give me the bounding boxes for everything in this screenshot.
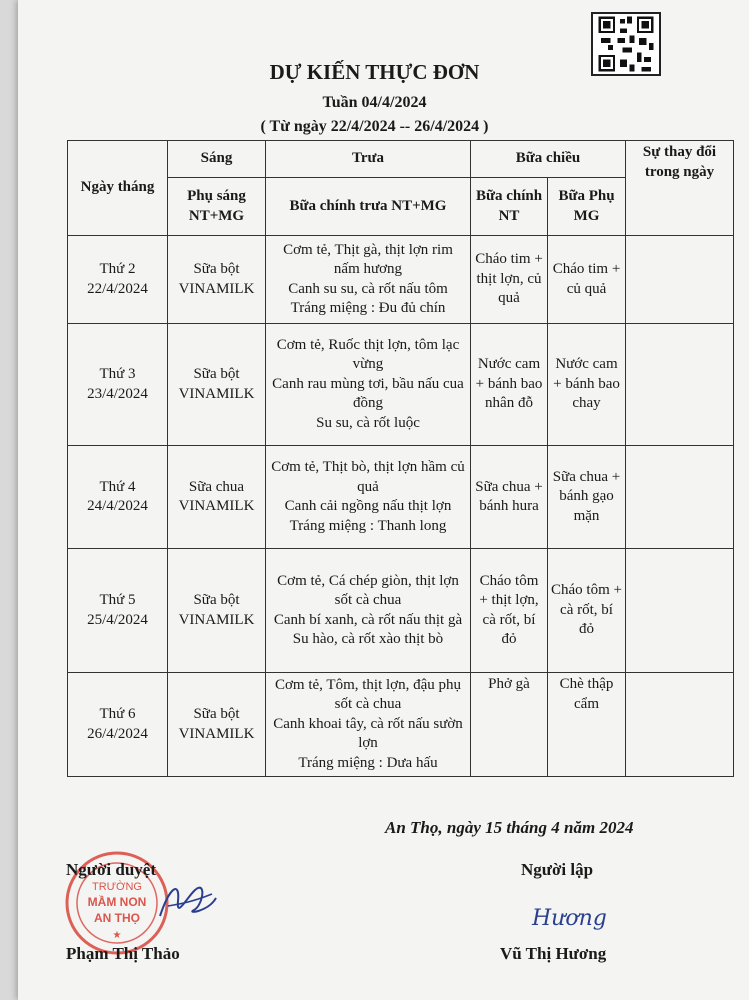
svg-text:MẦM NON: MẦM NON bbox=[87, 895, 147, 909]
day-name: Thứ 3 bbox=[99, 366, 136, 382]
day-cell bbox=[68, 324, 168, 446]
day-name: Thứ 2 bbox=[99, 261, 136, 277]
noon-line: Canh bí xanh, cà rốt nấu thịt gà bbox=[273, 611, 463, 628]
day-date: 22/4/2024 bbox=[87, 280, 148, 297]
day-date: 24/4/2024 bbox=[87, 498, 148, 514]
date-range: ( Từ ngày 22/4/2024 -- 26/4/2024 ) bbox=[260, 118, 489, 135]
day-cell bbox=[68, 673, 168, 777]
header-afternoon: Bữa chiều bbox=[471, 141, 626, 178]
noon-line: Cơm tẻ, Cá chép giòn, thịt lợn sốt cà chua bbox=[277, 572, 459, 608]
day-name: Thứ 5 bbox=[99, 592, 136, 608]
noon-line: Su hào, cà rốt xào thịt bò bbox=[292, 631, 444, 647]
afternoon-side-cell: Nước cam + bánh bao chay bbox=[548, 324, 626, 446]
header-morning-sub: Phụ sáng NT+MG bbox=[168, 178, 266, 236]
svg-text:TRƯỜNG: TRƯỜNG bbox=[92, 881, 142, 893]
noon-cell bbox=[266, 549, 471, 673]
afternoon-main-cell: Nước cam + bánh bao nhân đỗ bbox=[471, 324, 548, 446]
svg-text:AN THỌ: AN THỌ bbox=[94, 911, 140, 925]
afternoon-main-cell: Phở gà bbox=[471, 673, 548, 777]
morning-cell: Sữa bột VINAMILK bbox=[168, 236, 266, 324]
table-row bbox=[68, 324, 734, 446]
noon-line: Cơm tẻ, Thịt gà, thịt lợn rim nấm hương bbox=[283, 241, 453, 277]
change-cell bbox=[626, 549, 734, 673]
noon-cell bbox=[266, 446, 471, 549]
header-afternoon-main: Bữa chính NT bbox=[471, 178, 548, 236]
header-morning: Sáng bbox=[168, 141, 266, 178]
afternoon-main-cell: Cháo tôm + thịt lợn, cà rốt, bí đỏ bbox=[471, 549, 548, 673]
noon-line: Tráng miệng : Đu đủ chín bbox=[290, 300, 446, 316]
noon-line: Cơm tẻ, Tôm, thịt lợn, đậu phụ sốt cà chua bbox=[275, 676, 461, 713]
morning-cell: Sữa chua VINAMILK bbox=[168, 446, 266, 549]
header-day: Ngày tháng bbox=[68, 141, 168, 236]
noon-line: Canh khoai tây, cà rốt nấu sườn lợn bbox=[273, 715, 463, 752]
morning-cell: Sữa bột VINAMILK bbox=[168, 324, 266, 446]
menu-table bbox=[67, 140, 734, 777]
creator-label: Người lập bbox=[521, 860, 594, 879]
afternoon-side-cell: Chè thập cẩm bbox=[548, 673, 626, 777]
header-noon-sub: Bữa chính trưa NT+MG bbox=[266, 178, 471, 236]
header-change: Sự thay đổi trong ngày bbox=[626, 141, 734, 236]
noon-line: Cơm tẻ, Thịt bò, thịt lợn hầm củ quả bbox=[271, 459, 465, 495]
noon-line: Cơm tẻ, Ruốc thịt lợn, tôm lạc vừng bbox=[276, 336, 460, 373]
page-title: DỰ KIẾN THỰC ĐƠN bbox=[269, 60, 480, 84]
week-label: Tuần 04/4/2024 bbox=[322, 94, 427, 111]
day-name: Thứ 4 bbox=[99, 478, 136, 495]
noon-line: Tráng miệng : Thanh long bbox=[289, 517, 447, 534]
afternoon-main-cell: Sữa chua + bánh hura bbox=[471, 446, 548, 549]
afternoon-main-cell: Cháo tim + thịt lợn, củ quả bbox=[471, 236, 548, 324]
noon-cell bbox=[266, 673, 471, 777]
table-row bbox=[68, 236, 734, 324]
noon-line: Canh su su, cà rốt nấu tôm bbox=[288, 280, 448, 297]
afternoon-side-cell: Cháo tôm + cà rốt, bí đỏ bbox=[548, 549, 626, 673]
header-noon: Trưa bbox=[266, 141, 471, 178]
change-cell bbox=[626, 236, 734, 324]
day-date: 23/4/2024 bbox=[87, 385, 148, 402]
creator-name: Vũ Thị Hương bbox=[500, 944, 607, 963]
day-name: Thứ 6 bbox=[99, 706, 136, 722]
approver-name: Phạm Thị Thảo bbox=[66, 944, 180, 963]
header-afternoon-side: Bữa Phụ MG bbox=[548, 178, 626, 236]
afternoon-side-cell: Sữa chua + bánh gạo mặn bbox=[548, 446, 626, 549]
afternoon-side-cell: Cháo tim + củ quả bbox=[548, 236, 626, 324]
noon-line: Canh rau mùng tơi, bầu nấu cua đồng bbox=[272, 375, 464, 412]
table-header-row bbox=[68, 141, 734, 178]
table-row bbox=[68, 549, 734, 673]
noon-line: Canh cải ngồng nấu thịt lợn bbox=[284, 498, 452, 514]
noon-cell bbox=[266, 324, 471, 446]
day-date: 25/4/2024 bbox=[87, 611, 148, 628]
noon-line: Tráng miệng : Dưa hấu bbox=[298, 754, 438, 771]
creator-signature bbox=[528, 897, 618, 937]
approver-signature bbox=[150, 876, 220, 928]
change-cell bbox=[626, 446, 734, 549]
noon-line: Su su, cà rốt luộc bbox=[316, 414, 420, 431]
table-row bbox=[68, 673, 734, 777]
morning-cell: Sữa bột VINAMILK bbox=[168, 673, 266, 777]
day-cell bbox=[68, 446, 168, 549]
change-cell bbox=[626, 673, 734, 777]
day-cell bbox=[68, 549, 168, 673]
day-date: 26/4/2024 bbox=[87, 725, 148, 742]
day-cell bbox=[68, 236, 168, 324]
morning-cell: Sữa bột VINAMILK bbox=[168, 549, 266, 673]
svg-text:Hương: Hương bbox=[532, 906, 607, 931]
approver-label: Người duyệt bbox=[66, 860, 156, 879]
svg-text:★: ★ bbox=[112, 930, 122, 941]
place-date: An Thọ, ngày 15 tháng 4 năm 2024 bbox=[385, 818, 634, 837]
noon-cell bbox=[266, 236, 471, 324]
table-row bbox=[68, 446, 734, 549]
change-cell bbox=[626, 324, 734, 446]
